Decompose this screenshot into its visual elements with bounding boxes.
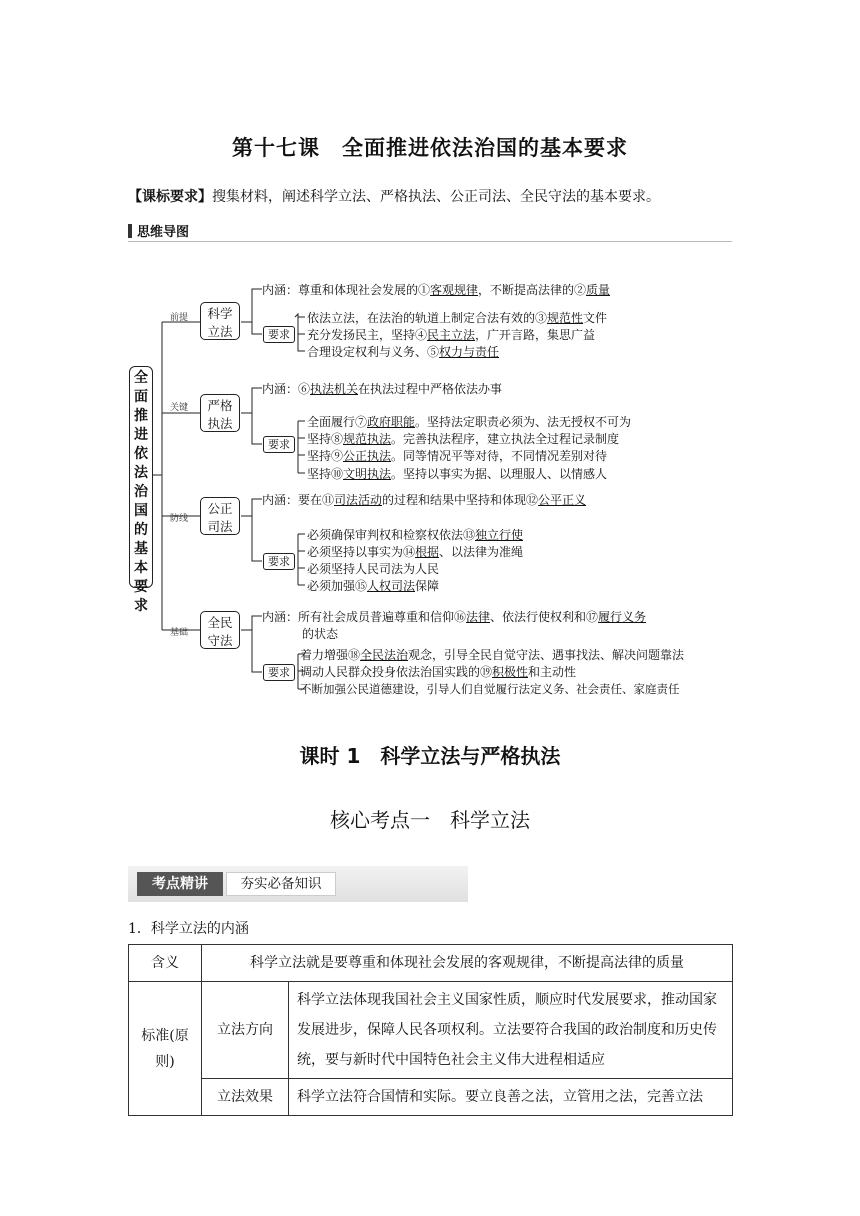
answer: 执法机关 bbox=[310, 382, 359, 396]
requirement-box: 要求 bbox=[263, 664, 295, 681]
branch-node-law-abiding bbox=[200, 611, 240, 649]
table-cell: 标准(原则) bbox=[129, 982, 202, 1116]
table-row bbox=[129, 982, 733, 1079]
answer: 独立行使 bbox=[475, 528, 524, 542]
requirement-line bbox=[300, 646, 684, 663]
answer: 人权司法 bbox=[367, 579, 416, 593]
text: 全面履行⑦ bbox=[307, 415, 368, 429]
answer: 权力与责任 bbox=[439, 345, 500, 359]
connotation-continuation: 的状态 bbox=[302, 627, 339, 641]
root-char: 治 bbox=[134, 484, 148, 500]
text: 必须确保审判权和检察权依法⑬ bbox=[307, 528, 476, 542]
requirement-line bbox=[307, 343, 499, 360]
table-cell: 含义 bbox=[129, 945, 202, 982]
requirement-line bbox=[307, 465, 607, 482]
requirement-line bbox=[307, 309, 607, 326]
banner-label-left: 考点精讲 bbox=[137, 872, 223, 896]
core-point-title: 核心考点一 科学立法 bbox=[330, 808, 530, 832]
branch-node-fair-justice bbox=[200, 497, 240, 535]
section-title: 1．科学立法的内涵 bbox=[128, 921, 249, 937]
requirement-box: 要求 bbox=[263, 326, 295, 343]
root-char: 依 bbox=[134, 446, 148, 462]
root-char: 推 bbox=[134, 408, 148, 424]
text: 着力增强⑱ bbox=[300, 648, 361, 662]
answer: 司法活动 bbox=[334, 493, 383, 507]
answer: 法律 bbox=[466, 610, 491, 624]
requirement-box: 要求 bbox=[263, 553, 295, 570]
requirement-line bbox=[307, 326, 595, 343]
mindmap-header: 思维导图 bbox=[137, 225, 190, 240]
node-line: 全民 bbox=[207, 615, 233, 630]
answer: 政府职能 bbox=[367, 415, 416, 429]
answer: 积极性 bbox=[492, 665, 529, 679]
text: 依法立法，在法治的轨道上制定合法有效的③ bbox=[307, 311, 548, 325]
answer: 履行义务 bbox=[598, 610, 647, 624]
text: 。坚持法定职责必须为、法无授权不可为 bbox=[415, 415, 632, 429]
text: ，广开言路，集思广益 bbox=[475, 328, 596, 342]
root-char: 要 bbox=[134, 579, 148, 595]
text: 内涵：尊重和体现社会发展的① bbox=[262, 283, 431, 297]
banner-label-right: 夯实必备知识 bbox=[226, 872, 336, 896]
root-char: 基 bbox=[134, 541, 148, 557]
root-char: 的 bbox=[134, 522, 148, 538]
node-line: 司法 bbox=[207, 519, 233, 534]
text: 。同等情况平等对待，不同情况差别对待 bbox=[391, 449, 608, 463]
text: 必须坚持以事实为⑭ bbox=[307, 545, 416, 559]
table-row bbox=[129, 1079, 733, 1116]
node-line: 守法 bbox=[207, 633, 233, 648]
connotation-table bbox=[128, 944, 733, 1116]
text: 的过程和结果中坚持和体现⑫ bbox=[382, 493, 539, 507]
connotation-line bbox=[262, 380, 502, 397]
text: 文件 bbox=[583, 311, 608, 325]
table-cell: 立法效果 bbox=[202, 1079, 289, 1116]
answer: 民主立法 bbox=[427, 328, 476, 342]
branch-node-science-legislation bbox=[200, 302, 240, 340]
root-char: 本 bbox=[134, 560, 148, 576]
requirement-box: 要求 bbox=[263, 436, 295, 453]
text: 坚持⑩ bbox=[307, 467, 344, 481]
answer: 规范执法 bbox=[343, 432, 392, 446]
requirement-line bbox=[300, 681, 680, 697]
page-title: 第十七课 全面推进依法治国的基本要求 bbox=[232, 136, 628, 160]
node-line: 严格 bbox=[207, 398, 233, 413]
curriculum-text: 搜集材料，阐述科学立法、严格执法、公正司法、全民守法的基本要求。 bbox=[212, 189, 660, 205]
answer: 全民法治 bbox=[360, 648, 409, 662]
text: 调动人民群众投身依法治国实践的⑲ bbox=[300, 665, 493, 679]
answer: 客观规律 bbox=[430, 283, 479, 297]
mindmap-root bbox=[129, 366, 153, 614]
node-line: 公正 bbox=[207, 501, 233, 516]
root-char: 面 bbox=[134, 389, 148, 405]
connotation-line bbox=[262, 608, 646, 625]
answer: 质量 bbox=[586, 283, 611, 297]
branch-tag: 基础 bbox=[170, 628, 189, 638]
table-cell: 科学立法符合国情和实际。要立良善之法，立管用之法，完善立法 bbox=[289, 1079, 733, 1116]
text: 保障 bbox=[415, 579, 440, 593]
text: 在执法过程中严格依法办事 bbox=[358, 382, 503, 396]
text: ，不断提高法律的② bbox=[478, 283, 587, 297]
answer: 公正执法 bbox=[343, 449, 392, 463]
root-char: 全 bbox=[134, 370, 148, 386]
text: 和主动性 bbox=[528, 665, 577, 679]
requirement-line bbox=[307, 543, 523, 560]
table-cell: 立法方向 bbox=[202, 982, 289, 1079]
text: 必须加强⑮ bbox=[307, 579, 368, 593]
table-row bbox=[129, 945, 733, 982]
answer: 根据 bbox=[415, 545, 440, 559]
branch-tag: 防线 bbox=[170, 514, 189, 524]
branch-tag: 关键 bbox=[170, 403, 189, 413]
text: 不断加强公民道德建设，引导人们自觉履行法定义务、社会责任、家庭责任 bbox=[300, 682, 680, 696]
root-char: 进 bbox=[134, 427, 148, 443]
table-cell: 科学立法就是要尊重和体现社会发展的客观规律，不断提高法律的质量 bbox=[202, 945, 733, 982]
answer: 规范性 bbox=[547, 311, 584, 325]
text: 。坚持以事实为据、以理服人、以情感人 bbox=[391, 467, 608, 481]
branch-tag: 前提 bbox=[170, 313, 189, 323]
requirement-line bbox=[307, 560, 439, 577]
root-char: 法 bbox=[134, 465, 148, 481]
text: 、以法律为准绳 bbox=[439, 545, 524, 559]
table-cell: 科学立法体现我国社会主义国家性质，顺应时代发展要求，推动国家发展进步，保障人民各项权利。立法要符合我国的政治制度和历史传统，要与新时代中国特色社会主义伟大进程相适应 bbox=[289, 982, 733, 1079]
node-line: 立法 bbox=[207, 324, 233, 339]
text: 。完善执法程序，建立执法全过程记录制度 bbox=[391, 432, 620, 446]
root-char: 国 bbox=[134, 503, 148, 519]
text: 充分发扬民主，坚持④ bbox=[307, 328, 428, 342]
requirement-line bbox=[307, 447, 607, 464]
node-line: 执法 bbox=[207, 416, 233, 431]
requirement-line bbox=[300, 663, 576, 680]
requirement-line bbox=[307, 577, 439, 594]
branch-node-strict-enforcement bbox=[200, 394, 240, 432]
curriculum-label: 【课标要求】 bbox=[128, 189, 212, 205]
requirement-line bbox=[307, 526, 523, 543]
connotation-line bbox=[262, 491, 586, 508]
text: 坚持⑨ bbox=[307, 449, 344, 463]
text: 观念，引导全民自觉守法、遇事找法、解决问题靠法 bbox=[408, 648, 685, 662]
node-line: 科学 bbox=[207, 306, 233, 321]
answer: 文明执法 bbox=[343, 467, 392, 481]
lesson-title: 课时 1 科学立法与严格执法 bbox=[299, 744, 561, 768]
text: 必须坚持人民司法为人民 bbox=[307, 562, 440, 576]
answer: 公平正义 bbox=[538, 493, 587, 507]
text: 内涵：所有社会成员普遍尊重和信仰⑯ bbox=[262, 610, 467, 624]
text: 坚持⑧ bbox=[307, 432, 344, 446]
text: 内涵：⑥ bbox=[262, 382, 311, 396]
root-char: 求 bbox=[134, 598, 148, 614]
requirement-line bbox=[307, 413, 631, 430]
text: 、依法行使权利和⑰ bbox=[490, 610, 599, 624]
connotation-line bbox=[262, 281, 610, 298]
requirement-line bbox=[307, 430, 619, 447]
text: 内涵：要在⑪ bbox=[262, 493, 335, 507]
text: 合理设定权利与义务、⑤ bbox=[307, 345, 440, 359]
